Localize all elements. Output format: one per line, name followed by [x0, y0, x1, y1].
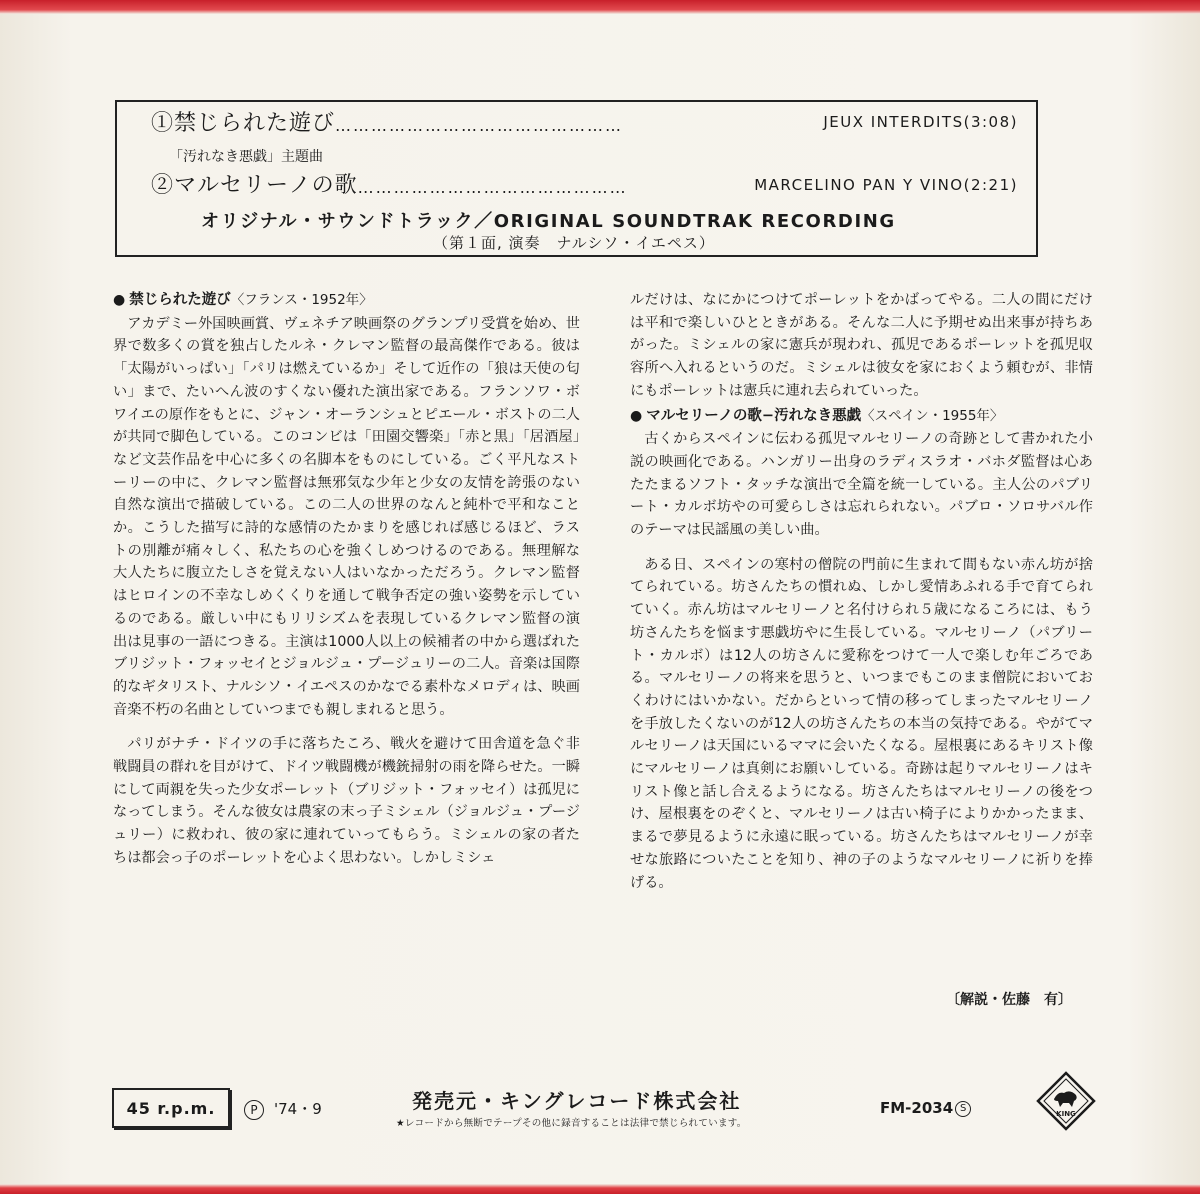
section-1-heading: [113, 289, 580, 312]
track-2-title-jp: マルセリーノの歌: [174, 173, 358, 198]
track-2-leader-dots: ………………………………………: [357, 178, 628, 197]
king-records-logo-icon: [1036, 1071, 1096, 1131]
track-2: [151, 168, 628, 199]
sleeve-red-top-edge: [0, 0, 1200, 14]
phonogram-p-icon: P: [244, 1100, 264, 1120]
section-1-paragraph-2-continued: ルだけは、なにかにつけてポーレットをかばってやる。二人の間にだけは平和で楽しいひとときがある。そんな二人に予期せぬ出来事が持ちあがった。ミシェルの家に憲兵が現われ、孤児であるポーレットを孤児収容所へ入れるというのだ。ミシェルは彼女を家におくよう頼むが、非情にもポーレットは憲兵に連れ去られていった。: [630, 292, 1093, 399]
track-1-leader-dots: …………………………………………: [335, 116, 624, 135]
liner-notes-right-column: [630, 289, 1093, 906]
stereo-s-icon: S: [955, 1101, 971, 1117]
track-1-title-jp: 禁じられた遊び: [174, 111, 336, 136]
track-1-title-en: JEUX INTERDITS(3:08): [823, 113, 1018, 131]
rpm-badge: 45 r.p.m.: [112, 1088, 230, 1128]
commentary-credit: 〔解説・佐藤 有〕: [946, 992, 1072, 1008]
track-2-title-en: MARCELINO PAN Y VINO(2:21): [754, 176, 1018, 194]
section-1-paragraph-1: アカデミー外国映画賞、ヴェネチア映画祭のグランプリ受賞を始め、世界で数多くの賞を独占したルネ・クレマン監督の最高傑作である。彼は「太陽がいっぱい」「パリは燃えているか」そして近作の「狼は天使の匂い」まで、たいへん波のすくない優れた演出家である。フランソワ・ボワイエの原作をもとに、ジャン・オーランシュとピエール・ボストの二人が共同で脚色している。このコンビは「田園交響楽」「赤と黒」「居酒屋」など文芸作品を中心に多くの名脚本をものにしている。ごく平凡なストーリーの中に、クレマン監督は無邪気な少年と少女の友情を誇張のない自然な演出で描破している。この二人の世界のなんと純朴で平和なことか。こうした描写に詩的な感情のたかまりを感じれば感じるほど、ラストの別離が痛々しく、私たちの心を強くしめつけるのである。無理解な大人たちに腹立たしさを覚えない人はいなかっただろう。クレマン監督はヒロインの不幸なしめくくりを通して戦争否定の強い姿勢を示しているのである。厳しい中にもリリシズムを表現しているクレマン監督の演出は見事の一語につきる。主演は1000人以上の候補者の中から選ばれたブリジット・フォッセイとジョルジュ・プージュリーの二人。音楽は国際的なギタリスト、ナルシソ・イエペスのかなでる素朴なメロディは、映画音楽不朽の名曲としていつまでも親しまれると思う。: [113, 315, 580, 718]
section-2-title: マルセリーノの歌−汚れなき悪戯: [646, 407, 862, 424]
catalog-number: [880, 1099, 971, 1117]
phonogram-date: [244, 1098, 322, 1120]
catalog-number-text: FM-2034: [880, 1099, 954, 1117]
section-2-heading: [630, 405, 1093, 428]
section-1-title: 禁じられた遊び: [129, 292, 231, 308]
track-1-number: ①: [151, 111, 175, 136]
track-2-subtitle: 「汚れなき悪戯」主題曲: [169, 149, 323, 165]
section-2-subtitle: 〈スペイン・1955年〉: [861, 407, 1004, 424]
track-1: [151, 106, 623, 137]
liner-notes-left-column: [113, 289, 580, 882]
release-date: '74・9: [274, 1100, 322, 1118]
original-soundtrack-line: オリジナル・サウンドトラック／ORIGINAL SOUNDTRAK RECORDING: [201, 211, 896, 232]
section-2-paragraph-1: 古くからスペインに伝わる孤児マルセリーノの奇跡として書かれた小説の映画化である。ハンガリー出身のラディスラオ・バホダ監督は心あたたまるソフト・タッチな演出で全篇を統一している。主人公のパブリート・カルボ坊やの可愛らしさは忘れられない。パブロ・ソロサバル作のテーマは民謡風の美しい曲。: [630, 431, 1093, 539]
king-logo-text: KING: [1056, 1110, 1076, 1118]
side-performer-line: （第１面, 演奏 ナルシソ・イエペス）: [433, 234, 715, 252]
section-1-paragraph-2: パリがナチ・ドイツの手に落ちたころ、戦火を避けて田舎道を急ぐ非戦闘員の群れを目がけて、ドイツ戦闘機が機銃掃射の雨を降らせた。一瞬にして両親を失った少女ポーレット（ブリジット・フォッセイ）は孤児になってしまう。そんな彼女は農家の末っ子ミシェル（ジョルジュ・プージュリー）に救われ、彼の家に連れていってもらう。ミシェルの家の者たちは都会っ子のポーレットを心よく思わない。しかしミシェ: [113, 736, 580, 866]
publisher-name: 発売元・キングレコード株式会社: [412, 1089, 742, 1113]
copyright-notice: ★レコードから無断でテープその他に録音することは法律で禁じられています。: [396, 1118, 747, 1129]
sleeve-red-bottom-edge: [0, 1184, 1200, 1194]
section-2-paragraph-2: ある日、スペインの寒村の僧院の門前に生まれて間もない赤ん坊が捨てられている。坊さんたちの慣れぬ、しかし愛情あふれる手で育てられていく。赤ん坊はマルセリーノと名付けられ５歳になるころには、もう坊さんたちを悩ます悪戯坊やに生長している。マルセリーノ（パブリート・カルボ）は12人の坊さんに愛称をつけて一人で楽しむ年ごろである。マルセリーノの将来を思うと、いつまでもこのまま僧院においておくわけにはいかない。だからといって情の移ってしまったマルセリーノを手放したくないのが12人の坊さんたちの本当の気持である。やがてマルセリーノは天国にいるママに会いたくなる。屋根裏にあるキリスト像にマルセリーノは真剣にお願いしている。奇跡は起りマルセリーノはキリスト像と話し合えるようになる。坊さんたちはマルセリーノの後をつけ、屋根裏をのぞくと、マルセリーノは古い椅子によりかかったまま、まるで夢見るように永遠に眠っている。坊さんたちはマルセリーノが幸せな旅路についたことを知り、神の子のようなマルセリーノに祈りを捧げる。: [630, 556, 1093, 891]
track-listing-box: [115, 100, 1038, 257]
bullet-icon: ●: [630, 407, 643, 424]
record-sleeve: [0, 14, 1200, 1184]
bullet-icon: ●: [113, 292, 126, 308]
section-1-subtitle: 〈フランス・1952年〉: [230, 292, 373, 308]
track-2-number: ②: [151, 173, 175, 198]
